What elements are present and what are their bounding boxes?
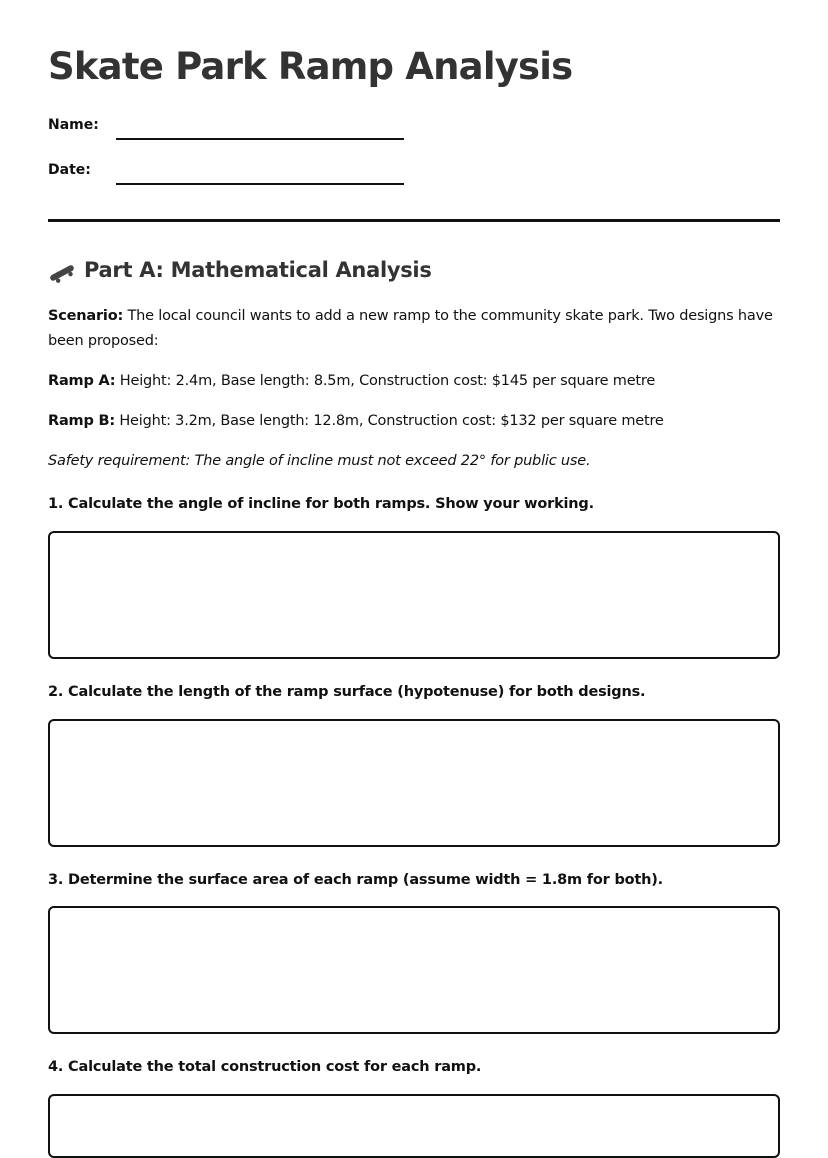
answer-box-1[interactable] bbox=[48, 531, 780, 659]
question-2: 2. Calculate the length of the ramp surface (hypotenuse) for both designs. bbox=[48, 684, 646, 700]
date-label: Date: bbox=[48, 162, 91, 178]
skateboard-icon bbox=[48, 262, 76, 284]
safety-note: Safety requirement: The angle of incline must not exceed 22° for public use. bbox=[48, 453, 591, 469]
ramp-a-spec bbox=[48, 369, 780, 394]
ramp-b-label: Ramp B: bbox=[48, 413, 115, 429]
name-input-line[interactable] bbox=[116, 138, 404, 140]
scenario-paragraph bbox=[48, 304, 780, 354]
question-3: 3. Determine the surface area of each ramp (assume width = 1.8m for both). bbox=[48, 872, 663, 888]
answer-box-4[interactable] bbox=[48, 1094, 780, 1158]
answer-box-2[interactable] bbox=[48, 719, 780, 847]
name-field[interactable] bbox=[48, 117, 408, 141]
page-title: Skate Park Ramp Analysis bbox=[48, 45, 573, 88]
question-4: 4. Calculate the total construction cost for each ramp. bbox=[48, 1059, 482, 1075]
header-divider bbox=[48, 219, 780, 222]
answer-box-3[interactable] bbox=[48, 906, 780, 1034]
name-label: Name: bbox=[48, 117, 99, 133]
ramp-b-spec bbox=[48, 409, 780, 434]
section-a-title: Part A: Mathematical Analysis bbox=[84, 258, 432, 282]
ramp-a-label: Ramp A: bbox=[48, 373, 116, 389]
ramp-a-text: Height: 2.4m, Base length: 8.5m, Construction cost: $145 per square metre bbox=[115, 373, 656, 389]
question-1: 1. Calculate the angle of incline for both ramps. Show your working. bbox=[48, 496, 594, 512]
scenario-text: The local council wants to add a new ramp to the community skate park. Two designs have been proposed: bbox=[48, 308, 773, 349]
ramp-b-text: Height: 3.2m, Base length: 12.8m, Construction cost: $132 per square metre bbox=[114, 413, 664, 429]
scenario-label: Scenario: bbox=[48, 308, 124, 324]
date-field[interactable] bbox=[48, 162, 408, 186]
date-input-line[interactable] bbox=[116, 183, 404, 185]
